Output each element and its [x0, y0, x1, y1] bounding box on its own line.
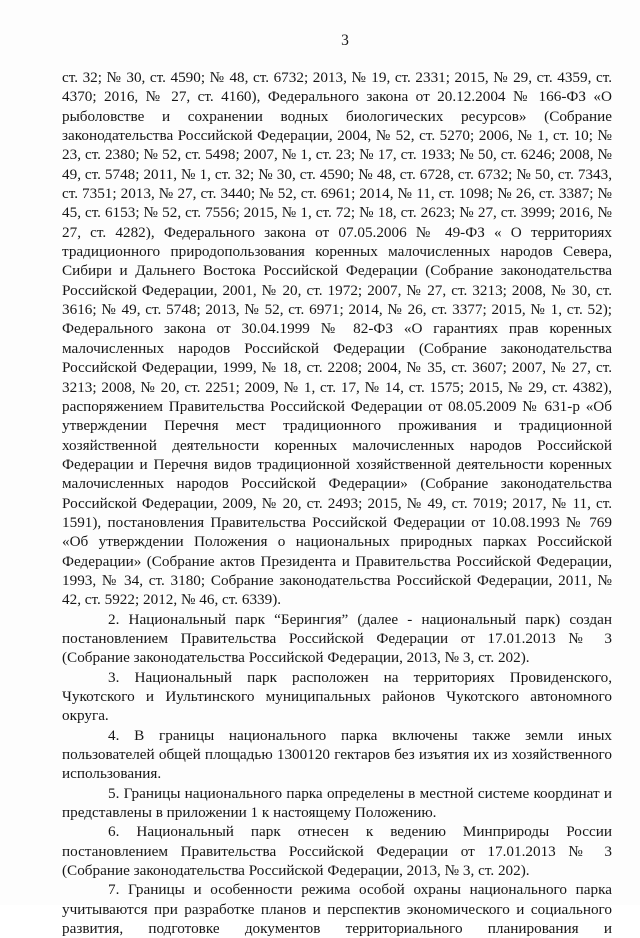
paragraph-4: 4. В границы национального парка включены также земли иных пользователей общей площадью 1300120 гектаров без изъятия их из хозяйственного использования.	[62, 726, 612, 783]
document-body	[62, 68, 612, 938]
paragraph-6: 6. Национальный парк отнесен к ведению Минприроды России постановлением Правительства Российской Федерации от 17.01.2013 № 3 (Собрание законодательства Российской Федерации, 2013, № 3, ст. 202).	[62, 823, 612, 880]
paragraph-3: 3. Национальный парк расположен на территориях Провиденского, Чукотского и Иультинского муниципальных районов Чукотского автономного округа.	[62, 668, 612, 725]
paragraph-legal-references: ст. 32; № 30, ст. 4590; № 48, ст. 6732; 2013, № 19, ст. 2331; 2015, № 29, ст. 4359, ст. 4370; 2016, № 27, ст. 4160), Федерального закона от 20.12.2004 № 166-ФЗ «О рыболовстве и сохранении водных биологических ресурсов» (Собрание законодательства Российской Федерации, 2004, № 52, ст. 5270; 2006, № 1, ст. 10; № 23, ст. 2380; № 52, ст. 5498; 2007, № 1, ст. 23; № 17, ст. 1933; № 50, ст. 6246; 2008, № 49, ст. 5748; 2011, № 1, ст. 32; № 30, ст. 4590; № 48, ст. 6728, ст. 6732; № 50, ст. 7343, ст. 7351; 2013, № 27, ст. 3440; № 52, ст. 6961; 2014, № 11, ст. 1098; № 26, ст. 3387; № 45, ст. 6153; № 52, ст. 7556; 2015, № 1, ст. 72; № 18, ст. 2623; № 27, ст. 3999; 2016, № 27, ст. 4282), Федерального закона от 07.05.2006 № 49-ФЗ « О территориях традиционного природопользования коренных малочисленных народов Севера, Сибири и Дальнего Востока Российской Федерации (Собрание законодательства Российской Федерации, 2001, № 20, ст. 1972; 2007, № 27, ст. 3213; 2008, № 30, ст. 3616; № 49, ст. 5748; 2013, № 52, ст. 6971; 2014, № 26, ст. 3377; 2015, № 1, ст. 52); Федерального закона от 30.04.1999 № 82-ФЗ «О гарантиях прав коренных малочисленных народов Российской Федерации (Собрание законодательства Российской Федерации, 1999, № 18, ст. 2208; 2004, № 35, ст. 3607; 2007, № 27, ст. 3213; 2008, № 20, ст. 2251; 2009, № 1, ст. 17, № 14, ст. 1575; 2015, № 29, ст. 4382), распоряжением Правительства Российской Федерации от 08.05.2009 № 631-р «Об утверждении Перечня мест традиционного проживания и традиционной хозяйственной деятельности коренных малочисленных народов Российской Федерации и Перечня видов традиционной хозяйственной деятельности коренных малочисленных народов Российской Федерации» (Собрание законодательства Российской Федерации, 2009, № 20, ст. 2493; 2015, № 49, ст. 7019; 2017, № 11, ст. 1591), постановления Правительства Российской Федерации от 10.08.1993 № 769 «Об утверждении Положения о национальных природных парках Российской Федерации» (Собрание актов Президента и Правительства Российской Федерации, 1993, № 34, ст. 3180; Собрание законодательства Российской Федерации, 2011, № 42, ст. 5922; 2012, № 46, ст. 6339).	[62, 69, 612, 609]
paragraph-2: 2. Национальный парк “Берингия” (далее - национальный парк) создан постановлением Правительства Российской Федерации от 17.01.2013 № 3 (Собрание законодательства Российской Федерации, 2013, № 3, ст. 202).	[62, 610, 612, 667]
paragraph-7: 7. Границы и особенности режима особой охраны национального парка учитываются при разработке планов и перспектив экономического и социального развития, подготовке документов территориального планирования и	[62, 881, 612, 938]
paragraph-5: 5. Границы национального парка определены в местной системе координат и представлены в приложении 1 к настоящему Положению.	[62, 784, 612, 822]
page-number: 3	[341, 32, 349, 49]
